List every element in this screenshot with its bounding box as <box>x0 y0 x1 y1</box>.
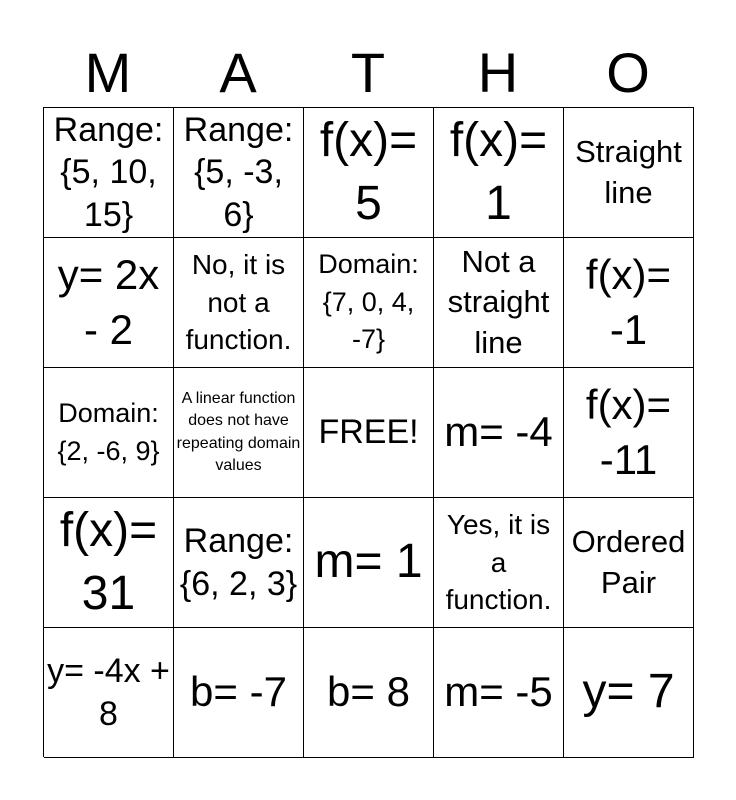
bingo-cell-r4c3[interactable] <box>304 498 434 628</box>
bingo-cell-r4c1[interactable] <box>44 498 174 628</box>
cell-text: b= -7 <box>190 668 287 716</box>
bingo-cell-r4c4[interactable] <box>434 498 564 628</box>
cell-text: m= -4 <box>444 408 553 456</box>
header-letter-a: A <box>219 41 257 104</box>
bingo-header <box>43 40 693 106</box>
bingo-cell-r5c2[interactable] <box>174 628 304 758</box>
cell-text: m= 1 <box>314 535 423 589</box>
cell-text: FREE! <box>318 413 419 452</box>
bingo-cell-r3c3[interactable] <box>304 368 434 498</box>
header-letter-o: O <box>606 41 650 104</box>
cell-text: Domain: {7, 0, 4, -7} <box>318 248 419 355</box>
bingo-cell-r5c1[interactable] <box>44 628 174 758</box>
cell-text: Ordered Pair <box>571 524 686 600</box>
cell-text: No, it is not a function. <box>185 248 292 356</box>
cell-text: m= -5 <box>444 668 553 716</box>
bingo-cell-r2c3[interactable] <box>304 238 434 368</box>
bingo-cell-r3c2[interactable] <box>174 368 304 498</box>
bingo-board <box>43 107 694 757</box>
cell-text: f(x)= 31 <box>59 504 158 620</box>
cell-text: Straight line <box>575 134 682 210</box>
bingo-cell-r2c4[interactable] <box>434 238 564 368</box>
cell-text: Range: {5, -3, 6} <box>183 110 294 234</box>
cell-text: f(x)= -11 <box>585 380 672 483</box>
bingo-cell-r5c5[interactable] <box>564 628 694 758</box>
header-letter-m: M <box>84 41 132 104</box>
cell-text: A linear function does not have repeating domain values <box>176 389 301 474</box>
bingo-cell-r2c2[interactable] <box>174 238 304 368</box>
bingo-cell-r1c2[interactable] <box>174 108 304 238</box>
cell-text: Range: {5, 10, 15} <box>53 110 164 234</box>
bingo-cell-r1c5[interactable] <box>564 108 694 238</box>
bingo-cell-r2c1[interactable] <box>44 238 174 368</box>
bingo-cell-r3c1[interactable] <box>44 368 174 498</box>
cell-text: f(x)= 5 <box>319 114 418 230</box>
cell-text: Domain: {2, -6, 9} <box>57 397 160 466</box>
cell-text: y= 2x - 2 <box>57 250 160 353</box>
cell-text: y= 7 <box>582 665 675 719</box>
cell-text: Yes, it is a function. <box>445 508 552 616</box>
bingo-cell-r1c4[interactable] <box>434 108 564 238</box>
cell-text: y= -4x + 8 <box>47 652 170 733</box>
cell-text: b= 8 <box>327 668 410 716</box>
bingo-cell-r3c4[interactable] <box>434 368 564 498</box>
cell-text: f(x)= 1 <box>449 114 548 230</box>
header-letter-h: H <box>477 41 519 104</box>
bingo-cell-r1c3[interactable] <box>304 108 434 238</box>
bingo-cell-r2c5[interactable] <box>564 238 694 368</box>
bingo-cell-r4c5[interactable] <box>564 498 694 628</box>
bingo-cell-r5c3[interactable] <box>304 628 434 758</box>
header-letter-t: T <box>350 41 386 104</box>
cell-text: Range: {6, 2, 3} <box>179 522 298 603</box>
bingo-cell-r5c4[interactable] <box>434 628 564 758</box>
bingo-cell-r3c5[interactable] <box>564 368 694 498</box>
bingo-cell-r1c1[interactable] <box>44 108 174 238</box>
bingo-cell-r4c2[interactable] <box>174 498 304 628</box>
cell-text: f(x)= -1 <box>585 250 672 353</box>
cell-text: Not a straight line <box>447 244 550 360</box>
